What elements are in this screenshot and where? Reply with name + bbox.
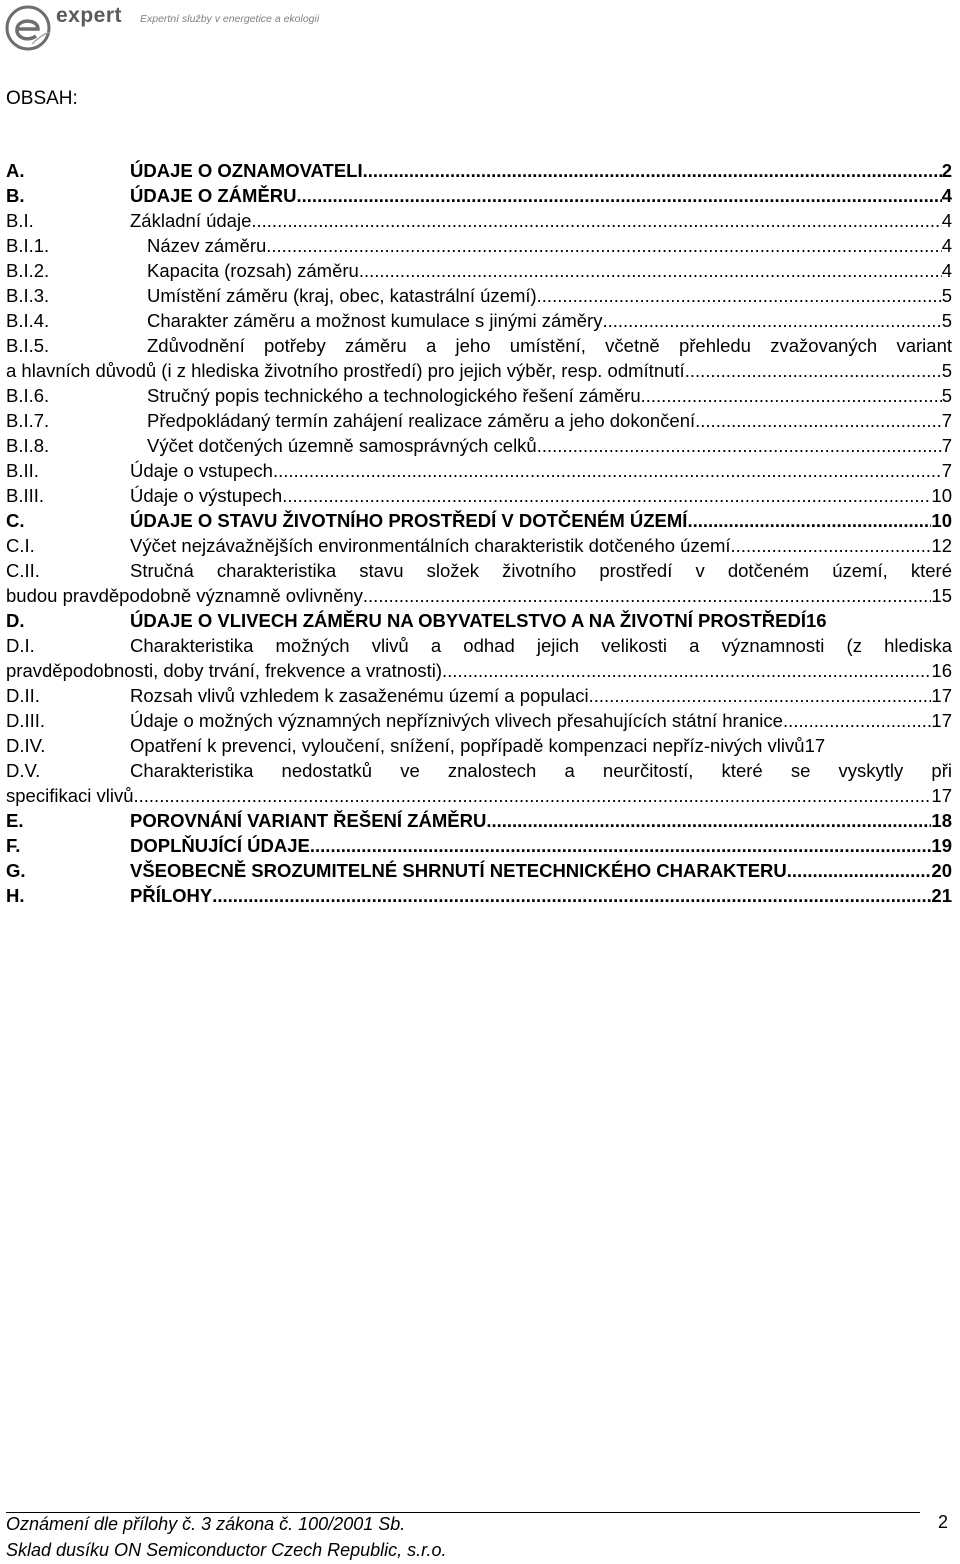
toc-entry-line [6, 358, 952, 383]
toc-entry-line [130, 183, 952, 208]
toc-entry-page: 10 [931, 510, 952, 531]
toc-entry [6, 533, 952, 558]
toc-entry [6, 383, 952, 408]
toc-entry-line [130, 508, 952, 533]
toc-entry-title: Rozsah vlivů vzhledem k zasaženému území a populaci [130, 685, 589, 706]
toc-entry-line [130, 158, 952, 183]
toc-entry [6, 608, 952, 633]
toc-entry-number: D.V. [6, 760, 41, 781]
toc-entry [6, 258, 952, 283]
toc-entry-page: 4 [941, 260, 952, 281]
toc-entry-title: Základní údaje [130, 210, 252, 231]
toc-entry [6, 883, 952, 908]
toc-entry-continuation [6, 358, 952, 383]
toc-entry-line [130, 208, 952, 233]
toc-entry-line [147, 433, 952, 458]
toc-leader-dots [212, 883, 931, 908]
toc-entry-number: B.I.5. [6, 335, 50, 356]
toc-entry [6, 408, 952, 433]
table-of-contents [6, 158, 952, 908]
toc-entry [6, 508, 952, 533]
toc-entry-title: Údaje o výstupech [130, 485, 283, 506]
toc-entry-page: 7 [941, 460, 952, 481]
toc-entry [6, 458, 952, 483]
toc-leader-dots [282, 483, 931, 508]
toc-entry [6, 858, 952, 883]
toc-leader-dots [695, 408, 942, 433]
toc-entry-title: Charakter záměru a možnost kumulace s jinými záměry [147, 310, 603, 331]
toc-entry-title: Kapacita (rozsah) záměru [147, 260, 359, 281]
footer-document-reference: Oznámení dle přílohy č. 3 zákona č. 100/2001 Sb. [6, 1514, 406, 1534]
toc-entry-page: 17 [931, 685, 952, 706]
toc-entry [6, 633, 952, 658]
toc-entry [6, 433, 952, 458]
toc-leader-dots [363, 158, 942, 183]
toc-leader-dots [134, 783, 932, 808]
page-header [0, 0, 960, 60]
footer-divider [6, 1512, 920, 1513]
toc-entry-title: Umístění záměru (kraj, obec, katastrální území) [147, 285, 537, 306]
toc-entry-page: 17 [804, 735, 826, 756]
toc-entry [6, 733, 952, 758]
toc-entry-title: Předpokládaný termín zahájení realizace záměru a jeho dokončení [147, 410, 696, 431]
e-expert-logo-icon [4, 4, 52, 52]
toc-entry-page: 18 [931, 810, 952, 831]
toc-entry-page: 10 [931, 485, 952, 506]
toc-entry-title-line1: Charakteristika nedostatků ve znalostech a neurčitostí, které se vyskytly při [130, 760, 952, 781]
toc-entry-title: PŘÍLOHY [130, 885, 213, 906]
toc-entry-line [130, 808, 952, 833]
toc-entry-line [130, 683, 952, 708]
toc-leader-dots [442, 658, 931, 683]
toc-entry [6, 183, 952, 208]
toc-entry-page: 17 [931, 785, 952, 806]
toc-leader-dots [787, 858, 932, 883]
toc-entry-title: DOPLŇUJÍCÍ ÚDAJE [130, 835, 310, 856]
toc-entry-number: B.I.4. [6, 310, 50, 331]
toc-entry-title: Výčet dotčených územně samosprávných celků [147, 435, 537, 456]
toc-entry [6, 708, 952, 733]
toc-entry-number: H. [6, 885, 25, 906]
toc-entry-page: 4 [941, 185, 952, 206]
toc-entry-number: D.I. [6, 635, 35, 656]
toc-entry [6, 833, 952, 858]
toc-leader-dots [641, 383, 942, 408]
toc-entry [6, 233, 952, 258]
toc-entry-title: ÚDAJE O OZNAMOVATELI [130, 160, 363, 181]
footer-page-number: 2 [938, 1512, 949, 1532]
toc-entry-line [130, 708, 952, 733]
toc-entry [6, 208, 952, 233]
toc-entry-line [130, 533, 952, 558]
toc-entry-title: VŠEOBECNĚ SROZUMITELNÉ SHRNUTÍ NETECHNICKÉHO CHARAKTERU [130, 860, 787, 881]
toc-entry-line [147, 233, 952, 258]
toc-entry-number: F. [6, 835, 21, 856]
toc-entry-title: Název záměru [147, 235, 267, 256]
toc-entry-line [147, 283, 952, 308]
toc-leader-dots [731, 533, 932, 558]
toc-entry-number: D. [6, 610, 25, 631]
toc-entry [6, 558, 952, 583]
toc-entry [6, 283, 952, 308]
toc-entry-line [147, 408, 952, 433]
toc-entry [6, 758, 952, 783]
toc-entry-title-line1: Stručná charakteristika stavu složek životního prostředí v dotčeném území, které [130, 560, 952, 581]
toc-entry-number: B.I.6. [6, 385, 50, 406]
toc-entry-continuation [6, 658, 952, 683]
toc-entry-page: 7 [941, 435, 952, 456]
toc-entry-page: 5 [941, 385, 952, 406]
toc-entry-title-line2: a hlavních důvodů (i z hlediska životního prostředí) pro jejich výběr, resp. odmítnutí [6, 360, 685, 381]
toc-entry [6, 683, 952, 708]
toc-entry-page: 5 [941, 285, 952, 306]
toc-entry-number: C. [6, 510, 25, 531]
toc-entry-line [130, 608, 952, 633]
toc-entry-number: B.II. [6, 460, 39, 481]
toc-entry-page: 4 [941, 210, 952, 231]
toc-entry-page: 4 [941, 235, 952, 256]
toc-entry-page: 16 [805, 610, 827, 631]
toc-entry-number: B.I.8. [6, 435, 50, 456]
toc-entry-line [6, 783, 952, 808]
header-tagline: Expertní služby v energetice a ekologii [140, 13, 320, 25]
toc-entry-number: C.II. [6, 560, 40, 581]
logo-wordmark: expert [56, 4, 123, 27]
toc-entry-title: Stručný popis technického a technologického řešení záměru [147, 385, 641, 406]
toc-leader-dots [589, 683, 932, 708]
toc-entry-page: 20 [931, 860, 952, 881]
toc-entry-line [6, 583, 952, 608]
toc-leader-dots [537, 433, 942, 458]
toc-entry-page: 16 [931, 660, 952, 681]
toc-leader-dots [363, 583, 932, 608]
toc-entry-line [147, 258, 952, 283]
toc-entry-number: E. [6, 810, 24, 831]
toc-entry [6, 308, 952, 333]
toc-entry-number: A. [6, 160, 25, 181]
toc-entry-number: B.I.1. [6, 235, 50, 256]
toc-entry-continuation [6, 583, 952, 608]
toc-entry-page: 7 [941, 410, 952, 431]
toc-leader-dots [251, 208, 941, 233]
toc-entry-page: 21 [931, 885, 952, 906]
toc-leader-dots [783, 708, 931, 733]
toc-entry-page: 12 [931, 535, 952, 556]
toc-entry-number: C.I. [6, 535, 35, 556]
toc-entry-title-line2: specifikaci vlivů [6, 785, 134, 806]
toc-entry-page: 5 [941, 310, 952, 331]
toc-entry-number: B.III. [6, 485, 45, 506]
toc-entry-number: D.III. [6, 710, 46, 731]
toc-entry-line [130, 858, 952, 883]
toc-entry-number: B.I. [6, 210, 34, 231]
toc-entry-line [130, 883, 952, 908]
toc-entry-line [130, 483, 952, 508]
toc-entry-number: G. [6, 860, 26, 881]
toc-leader-dots [266, 233, 941, 258]
toc-entry-number: B.I.2. [6, 260, 50, 281]
toc-entry-title-line1: Charakteristika možných vlivů a odhad jejich velikosti a významnosti (z hlediska [130, 635, 952, 656]
toc-entry-title: Opatření k prevenci, vyloučení, snížení, popřípadě kompenzaci nepříz-nivých vlivů [130, 735, 805, 756]
toc-leader-dots [297, 183, 942, 208]
toc-entry [6, 483, 952, 508]
toc-entry [6, 808, 952, 833]
toc-leader-dots [359, 258, 942, 283]
toc-leader-dots [310, 833, 932, 858]
toc-entry-number: B.I.3. [6, 285, 50, 306]
toc-entry-number: D.IV. [6, 735, 46, 756]
footer-project-name: Sklad dusíku ON Semiconductor Czech Republic, s.r.o. [6, 1540, 447, 1560]
toc-entry-page: 5 [941, 360, 952, 381]
toc-entry-line [147, 308, 952, 333]
toc-leader-dots [273, 458, 942, 483]
toc-leader-dots [685, 358, 942, 383]
toc-entry-page: 2 [941, 160, 952, 181]
toc-entry-title: ÚDAJE O VLIVECH ZÁMĚRU NA OBYVATELSTVO A NA ŽIVOTNÍ PROSTŘEDÍ [130, 610, 806, 631]
toc-entry-page: 15 [931, 585, 952, 606]
toc-entry-number: D.II. [6, 685, 40, 706]
toc-entry [6, 158, 952, 183]
toc-entry-line [130, 833, 952, 858]
toc-entry-title-line2: pravděpodobnosti, doby trvání, frekvence a vratnosti) [6, 660, 443, 681]
toc-leader-dots [486, 808, 931, 833]
toc-leader-dots [687, 508, 931, 533]
toc-entry-title: ÚDAJE O ZÁMĚRU [130, 185, 297, 206]
toc-entry [6, 333, 952, 358]
toc-entry-line [6, 658, 952, 683]
toc-entry-number: B.I.7. [6, 410, 50, 431]
toc-heading: OBSAH: [6, 88, 78, 109]
toc-entry-line [130, 733, 952, 758]
toc-entry-title: Údaje o možných významných nepříznivých vlivech přesahujících státní hranice [130, 710, 783, 731]
toc-leader-dots [537, 283, 942, 308]
toc-entry-title-line1: Zdůvodnění potřeby záměru a jeho umístění, včetně přehledu zvažovaných variant [147, 335, 952, 356]
toc-entry-page: 19 [931, 835, 952, 856]
toc-entry-title: Výčet nejzávažnějších environmentálních charakteristik dotčeného území [130, 535, 731, 556]
toc-entry-continuation [6, 783, 952, 808]
toc-entry-number: B. [6, 185, 25, 206]
toc-entry-title: Údaje o vstupech [130, 460, 273, 481]
toc-entry-title-line2: budou pravděpodobně významně ovlivněny [6, 585, 363, 606]
toc-entry-page: 17 [931, 710, 952, 731]
toc-entry-title: POROVNÁNÍ VARIANT ŘEŠENÍ ZÁMĚRU [130, 810, 487, 831]
toc-entry-line [130, 458, 952, 483]
toc-entry-title: ÚDAJE O STAVU ŽIVOTNÍHO PROSTŘEDÍ V DOTČENÉM ÚZEMÍ [130, 510, 688, 531]
toc-leader-dots [602, 308, 941, 333]
toc-entry-line [147, 383, 952, 408]
